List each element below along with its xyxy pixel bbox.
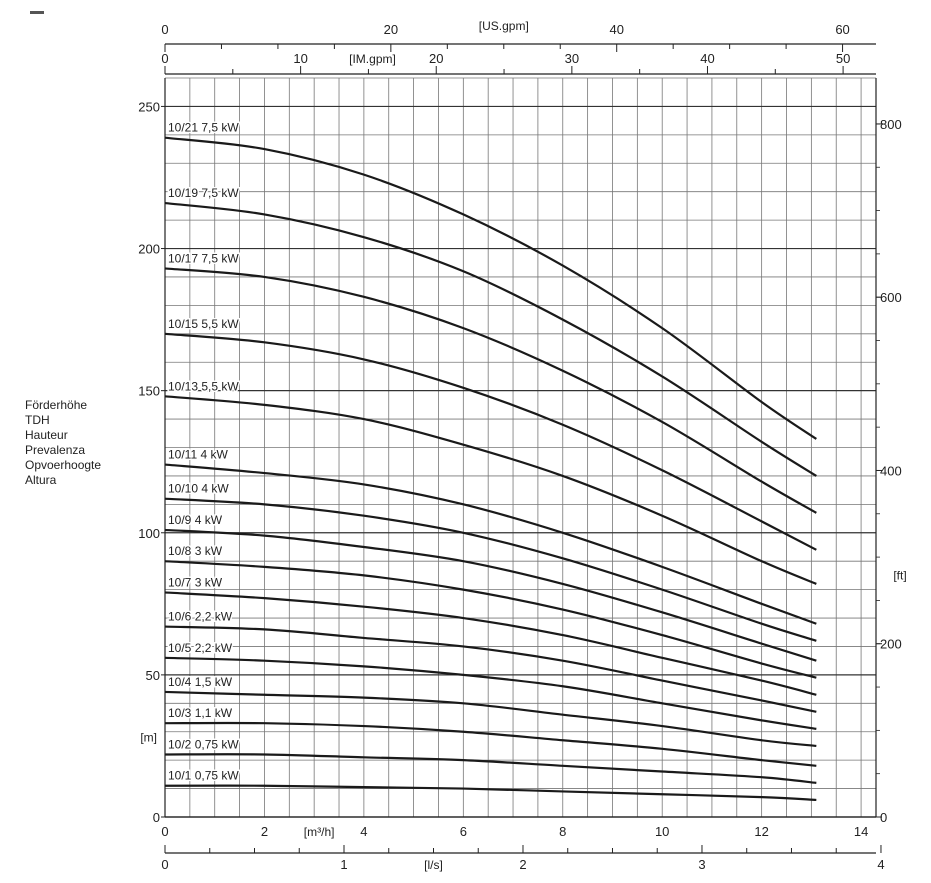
x-ls-unit-label: [l/s] [424, 858, 443, 872]
x-imgpm-tick-label: 30 [564, 51, 580, 66]
x-imgpm-tick-label: 10 [293, 51, 308, 66]
curve-label: 10/1 0,75 kW [168, 768, 239, 783]
curve-label: 10/21 7,5 kW [168, 120, 239, 135]
pump-curve-line [165, 723, 816, 766]
curve-label: 10/5 2,2 kW [168, 640, 233, 655]
curve-label: 10/4 1,5 kW [168, 674, 233, 689]
y-title-line: Förderhöhe [25, 398, 88, 412]
x-tick-label: 4 [360, 824, 368, 839]
x-ls-tick-label: 3 [698, 857, 706, 872]
x-tick-label: 2 [260, 824, 269, 839]
x-usgpm-tick-label: 40 [609, 22, 624, 37]
y-tick-label: 150 [138, 383, 160, 399]
y-right-tick-label: 600 [880, 290, 902, 306]
y-title-line: TDH [25, 413, 50, 427]
x-tick-label: 6 [459, 824, 467, 839]
x-tick-label: 0 [161, 824, 169, 839]
y-right-tick-label: 0 [880, 810, 888, 825]
curve-label: 10/3 1,1 kW [168, 706, 233, 721]
pump-curve-line [165, 692, 816, 746]
x-imgpm-tick-label: 50 [835, 51, 851, 66]
x-usgpm-unit-label: [US.gpm] [478, 19, 529, 33]
y-tick-label: 250 [138, 99, 160, 115]
curve-label: 10/2 0,75 kW [168, 737, 239, 752]
y-tick-label: 0 [152, 810, 160, 825]
y-right-tick-label: 800 [880, 116, 902, 132]
curve-label: 10/11 4 kW [168, 447, 228, 462]
x-ls-tick-label: 2 [519, 857, 527, 872]
x-usgpm-tick-label: 20 [383, 22, 399, 37]
pump-curve-line [165, 786, 816, 800]
y-title-line: Hauteur [25, 428, 68, 442]
x-imgpm-tick-label: 0 [161, 51, 169, 66]
curve-label: 10/19 7,5 kW [168, 186, 239, 201]
curve-label: 10/6 2,2 kW [168, 609, 233, 624]
pump-curve-line [165, 754, 816, 783]
pump-curve-line [165, 499, 816, 641]
y-tick-label: 200 [138, 241, 160, 257]
x-usgpm-tick-label: 0 [161, 22, 169, 37]
x-usgpm-tick-label: 60 [835, 22, 850, 37]
x-tick-label: 12 [754, 824, 769, 839]
y-title-line: Prevalenza [25, 443, 86, 457]
y-tick-label: 100 [138, 525, 160, 541]
pump-curve-line [165, 396, 816, 584]
curve-label: 10/7 3 kW [168, 575, 223, 590]
curve-label: 10/8 3 kW [168, 544, 223, 559]
pump-curve-line [165, 334, 816, 550]
curve-label: 10/9 4 kW [168, 512, 223, 527]
curve-label: 10/17 7,5 kW [168, 251, 239, 266]
y-title-line: Opvoerhoogte [25, 458, 102, 472]
x-tick-label: 14 [853, 824, 869, 839]
x-ls-tick-label: 1 [340, 857, 348, 872]
y-tick-label: 50 [145, 667, 160, 683]
y-title-line: Altura [25, 473, 57, 487]
pump-curve-line [165, 138, 816, 439]
x-ls-tick-label: 4 [877, 857, 885, 872]
x-imgpm-unit-label: [IM.gpm] [349, 52, 396, 66]
curve-label: 10/15 5,5 kW [168, 316, 239, 331]
x-imgpm-tick-label: 20 [429, 51, 444, 66]
curve-label: 10/10 4 kW [168, 481, 229, 496]
y-right-tick-label: 200 [880, 636, 902, 652]
x-ls-tick-label: 0 [161, 857, 169, 872]
x-imgpm-tick-label: 40 [700, 51, 715, 66]
pump-curve-line [165, 465, 816, 624]
x-unit-label: [m³/h] [303, 825, 335, 839]
curve-label: 10/13 5,5 kW [168, 379, 239, 394]
y-unit-label: [m] [140, 730, 157, 745]
pump-curve-line [165, 627, 816, 712]
pump-curve-line [165, 658, 816, 729]
x-tick-label: 10 [654, 824, 670, 839]
x-tick-label: 8 [559, 824, 567, 839]
y-right-tick-label: 400 [880, 463, 902, 479]
y-right-unit-label: [ft] [893, 568, 907, 583]
